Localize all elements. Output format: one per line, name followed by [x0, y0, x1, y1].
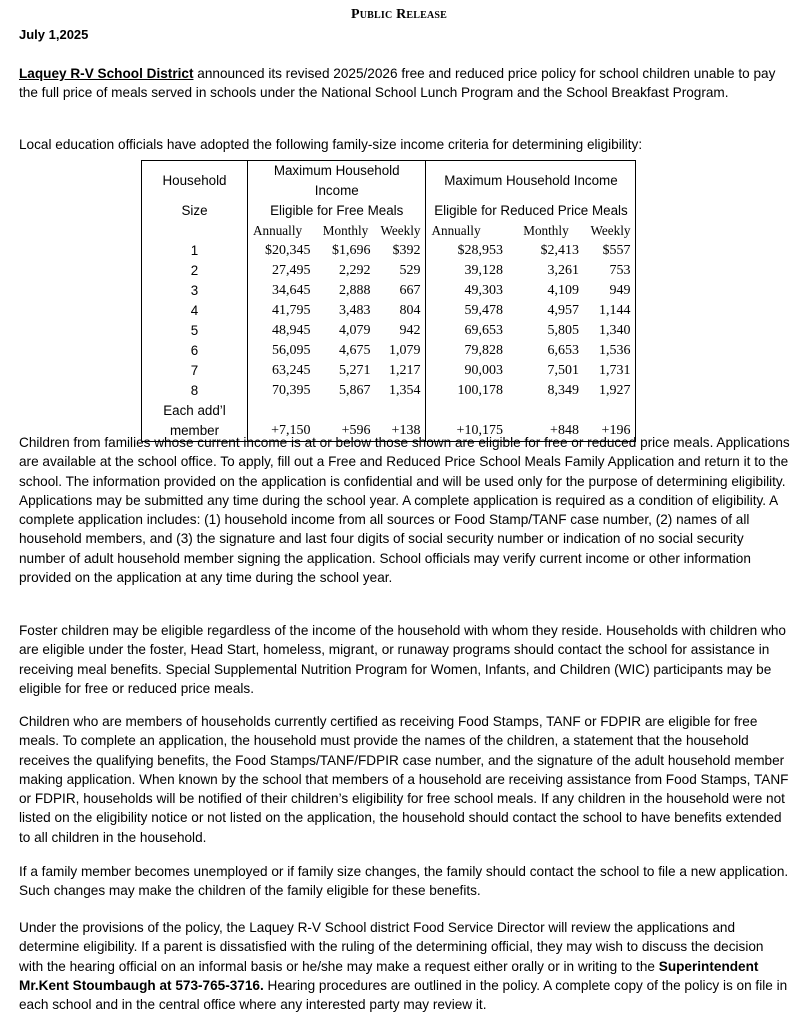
- household-size-cell: 7: [142, 361, 248, 381]
- table-row: [142, 241, 636, 261]
- free-monthly-cell: 5,867: [339, 383, 371, 398]
- eligibility-paragraph: Children from families whose current income is at or below those shown are eligible for free or reduced price meals. Applications are available at the school office. To apply, fill out a Free and Reduced Price School Meals Family Application and return it to the school. The information provided on the application is confidential and will be used only for the purpose of determining eligibility. Applications may be submitted any time during the school year. A complete application is required as a condition of eligibility. A complete application includes: (1) household income from all sources or Food Stamp/TANF case number, (2) names of all household members, and (3) the signature and last four digits of social security number or indication of no social security number of adult household member signing the application. School officials may verify current income or other information provided on the application at any time during the school year.: [19, 435, 790, 586]
- free-annual-subheader: Annually: [248, 221, 316, 241]
- free-weekly-subheader: Weekly: [376, 221, 426, 241]
- free-annual-cell: 34,645: [248, 281, 316, 301]
- free-weekly-cell: 942: [376, 321, 426, 341]
- reduced-weekly-cell: 1,731: [584, 361, 636, 381]
- free-weekly-cell: 1,217: [376, 361, 426, 381]
- free-weekly-cell: $392: [376, 241, 426, 261]
- reduced-annual-subheader: Annually: [431, 223, 481, 238]
- reduced-monthly-cell: 4,109: [547, 283, 579, 298]
- review-text-before: Under the provisions of the policy, the Laquey R-V School district Food Service Director will review the applications and determine eligibility. If a parent is dissatisfied with the ruling of the determining official, they may wish to discuss the decision with the hearing official on an informal basis or he/she may make a request either orally or in writing to the: [19, 920, 764, 974]
- extra-reduced-weekly-cell: +196: [584, 421, 636, 442]
- superintendent-contact: Superintendent Mr.Kent Stoumbaugh at 573-765-3716.: [19, 958, 759, 993]
- reduced-monthly-cell: 8,349: [547, 383, 579, 398]
- reduced-monthly-cell: 6,653: [547, 343, 579, 358]
- free-weekly-cell: 1,354: [376, 381, 426, 401]
- reduced-weekly-cell: 949: [584, 281, 636, 301]
- free-monthly-cell: 4,079: [339, 323, 371, 338]
- reduced-annual-cell: 39,128: [464, 263, 503, 278]
- household-size-header-line1: Household: [142, 161, 248, 202]
- free-monthly-cell: 3,483: [339, 303, 371, 318]
- table-row: [142, 321, 636, 341]
- reduced-weekly-cell: $557: [584, 241, 636, 261]
- free-annual-cell: 56,095: [248, 341, 316, 361]
- district-name: Laquey R-V School District: [19, 66, 194, 81]
- household-size-cell: 6: [142, 341, 248, 361]
- reduced-annual-cell: 90,003: [464, 363, 503, 378]
- free-annual-cell: 63,245: [248, 361, 316, 381]
- each-additional-label-line2: member: [142, 421, 248, 442]
- reduced-weekly-cell: 1,340: [584, 321, 636, 341]
- free-monthly-subheader: Monthly: [322, 223, 369, 238]
- reduced-weekly-cell: 1,536: [584, 341, 636, 361]
- extra-free-weekly-cell: +138: [376, 421, 426, 442]
- size-subheader-empty: [142, 221, 248, 241]
- reduced-monthly-cell: $2,413: [540, 243, 579, 258]
- free-weekly-cell: 1,079: [376, 341, 426, 361]
- reduced-monthly-cell: 3,261: [547, 263, 579, 278]
- table-row: [142, 301, 636, 321]
- free-weekly-cell: 529: [376, 261, 426, 281]
- extra-free-monthly-cell: +596: [316, 421, 376, 442]
- reduced-annual-cell: 59,478: [464, 303, 503, 318]
- reduced-weekly-subheader: Weekly: [584, 221, 636, 241]
- reduced-weekly-cell: 753: [584, 261, 636, 281]
- reduced-monthly-subheader: Monthly: [523, 223, 569, 238]
- table-row-each-additional-label: [142, 401, 636, 421]
- free-monthly-cell: 2,292: [339, 263, 371, 278]
- household-size-cell: 1: [142, 241, 248, 261]
- free-weekly-cell: 667: [376, 281, 426, 301]
- review-paragraph: [19, 918, 791, 1014]
- reduced-weekly-cell: 1,927: [584, 381, 636, 401]
- table-row: [142, 261, 636, 281]
- free-monthly-cell: 5,271: [339, 363, 371, 378]
- free-annual-cell: 41,795: [248, 301, 316, 321]
- free-annual-cell: 70,395: [248, 381, 316, 401]
- intro-paragraph: [19, 64, 791, 103]
- foster-paragraph: Foster children may be eligible regardless of the income of the household with whom they reside. Households with children who are eligible under the foster, Head Start, homeless, migrant, or runaway programs should contact the school for assistance in receiving meal benefits. Special Supplemental Nutrition Program for Women, Infants, and Children (WIC) participants may be eligible for free or reduced price meals.: [19, 623, 786, 696]
- free-meals-header-line1: Maximum Household Income: [248, 161, 426, 202]
- extra-reduced-annual-cell: +10,175: [426, 421, 508, 442]
- income-eligibility-table: [141, 160, 636, 442]
- table-row: [142, 381, 636, 401]
- each-additional-label-line1: Each add’l: [142, 401, 248, 421]
- intro-text: announced its revised 2025/2026 free and reduced price policy for school children unable to pay the full price of meals served in schools under the National School Lunch Program and the School Breakfast Program.: [19, 66, 776, 101]
- household-size-cell: 2: [142, 261, 248, 281]
- free-weekly-cell: 804: [376, 301, 426, 321]
- document-heading: Public Release: [350, 7, 448, 22]
- reduced-annual-cell: $28,953: [457, 243, 503, 258]
- free-monthly-cell: 4,675: [339, 343, 371, 358]
- reduced-monthly-cell: 7,501: [547, 363, 579, 378]
- review-text-after: Hearing procedures are outlined in the policy. A complete copy of the policy is on file in each school and in the central office where any interested party may review it.: [19, 977, 788, 1013]
- free-annual-cell: 48,945: [248, 321, 316, 341]
- free-monthly-cell: 2,888: [339, 283, 371, 298]
- reduced-annual-cell: 79,828: [464, 343, 503, 358]
- extra-reduced-monthly-cell: +848: [508, 421, 584, 442]
- household-size-header-line2: Size: [142, 201, 248, 221]
- changes-paragraph: If a family member becomes unemployed or if family size changes, the family should contact the school to file a new application. Such changes may make the children of the family eligible for these benefits.: [19, 864, 789, 899]
- reduced-meals-header-line2: Eligible for Reduced Price Meals: [426, 201, 636, 221]
- reduced-annual-cell: 100,178: [457, 383, 503, 398]
- household-size-cell: 3: [142, 281, 248, 301]
- extra-free-annual-cell: +7,150: [248, 421, 316, 442]
- reduced-weekly-cell: 1,144: [584, 301, 636, 321]
- table-row: [142, 361, 636, 381]
- table-row: [142, 341, 636, 361]
- free-annual-cell: 27,495: [248, 261, 316, 281]
- reduced-monthly-cell: 5,805: [547, 323, 579, 338]
- reduced-annual-cell: 69,653: [464, 323, 503, 338]
- free-monthly-cell: $1,696: [332, 243, 371, 258]
- reduced-monthly-cell: 4,957: [547, 303, 579, 318]
- household-size-cell: 5: [142, 321, 248, 341]
- free-meals-header-line2: Eligible for Free Meals: [248, 201, 426, 221]
- criteria-intro: Local education officials have adopted the following family-size income criteria for determining eligibility:: [19, 137, 643, 152]
- household-size-cell: 8: [142, 381, 248, 401]
- release-date: July 1,2025: [19, 27, 89, 42]
- reduced-meals-header-line1: Maximum Household Income: [426, 161, 636, 202]
- household-size-cell: 4: [142, 301, 248, 321]
- free-annual-cell: $20,345: [248, 241, 316, 261]
- table-row: [142, 281, 636, 301]
- food-stamps-paragraph: Children who are members of households currently certified as receiving Food Stamps, TANF or FDPIR are eligible for free meals. To complete an application, the household must provide the names of the children, a statement that the household receives the qualifying benefits, the Food Stamps/TANF/FDPIR case number, and the signature of the adult household member making application. When known by the school that members of a household are receiving assistance from Food Stamps, TANF or FDPIR, households will be notified of their children’s eligibility for free school meals. If any children in the household were not listed on the eligibility notice or not listed on the application, the household should contact the school to have benefits extended to all children in the household.: [19, 714, 789, 845]
- reduced-annual-cell: 49,303: [464, 283, 503, 298]
